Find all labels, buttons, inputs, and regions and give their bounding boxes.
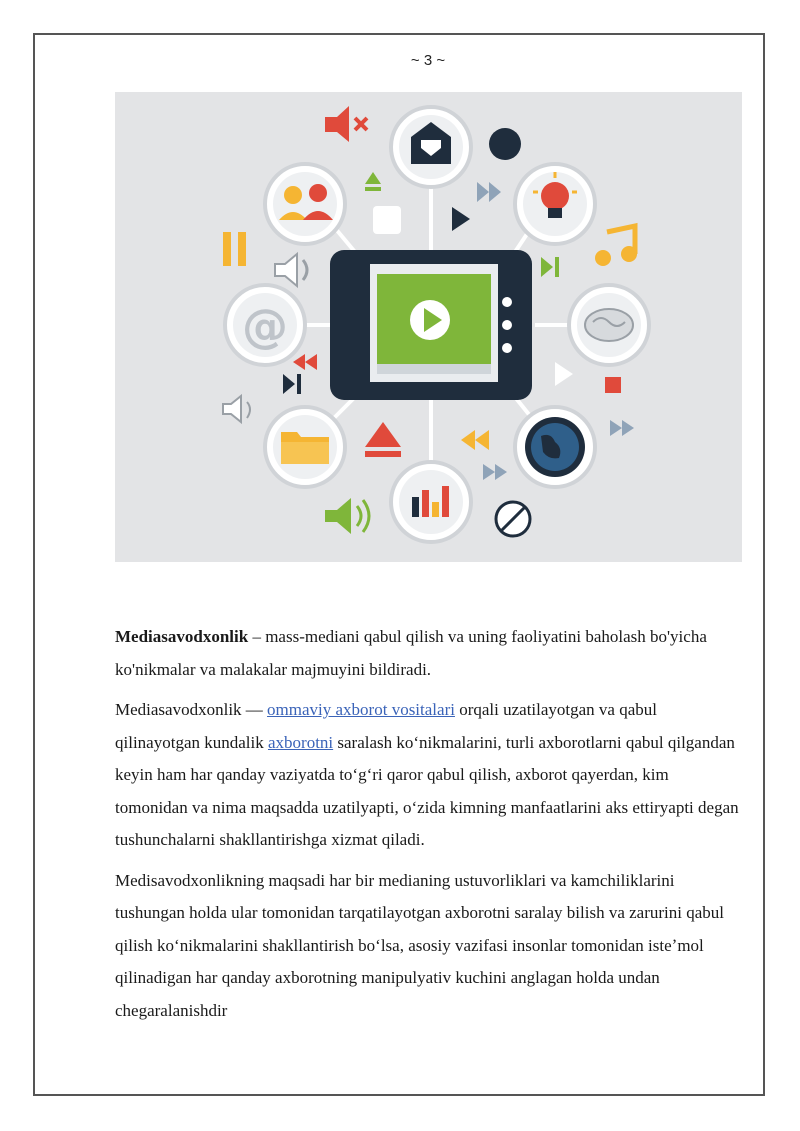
volume-low-icon [223,396,250,422]
pause-icon [223,232,246,266]
link-ommaviy-axborot-vositalari[interactable]: ommaviy axborot vositalari [267,700,455,719]
description-middle: orqali uzatilayotgan va qabul qilinayotgan kundalik [115,700,657,752]
rewind-small-icon [293,354,317,370]
description-intro: Mediasavodxonlik — [115,700,268,719]
forward-small-icon [483,464,507,480]
next-track-icon [283,374,301,394]
play-small-icon [452,207,470,231]
bar-chart-icon [391,462,471,542]
brain-icon [569,285,649,365]
description-end: saralash koʻnikmalarini, turli axborotlarni qabul qilgandan keyin ham har qanday vaziyatda toʻgʻri qaror qabul qilish, axborot qayerdan, kim tomonidan va nima maqsadda uzatilyapti, oʻzida kimning manfaatlarini aks ettiryapti degan tushunchalarni shakllantirishga xizmat qiladi. [115,732,739,849]
envelope-icon [391,107,471,187]
dot-icon [489,128,521,160]
paragraph-purpose: Medisavodxonlikning maqsadi har bir medianing ustuvorliklari va kamchiliklarini tushungan holda ular tomonidan tarqatilayotgan axborotni saralay bilish va zarurini qabul qilish koʻnikmalarini shakllantirish boʻlsa, asosiy vazifasi insonlar tomonidan isteʼmol qilinadigan har qanday axborotning manipulyativ kuchini anglagan holda undan chegaralanishdir [115,870,725,1020]
play-button-icon [410,300,450,340]
media-illustration [115,92,742,562]
definition-text: – mass-mediani qabul qilish va uning faoliyatini baholash bo'yicha ko'nikmalar va malakalar majmuyini bildiradi. [115,627,707,679]
fast-forward-icon [477,182,501,202]
svg-text:@: @ [242,299,288,353]
people-icon [265,164,345,244]
skip-icon [541,257,559,277]
record-icon [605,377,621,393]
rewind-icon [461,430,489,450]
stop-icon [373,206,401,234]
folder-icon [265,407,345,487]
speaker-icon [275,254,307,286]
globe-icon [515,407,595,487]
term-mediasavodxonlik: Mediasavodxonlik [115,627,249,646]
forward-icon [610,420,634,436]
at-sign-icon [225,285,305,365]
link-axborotni[interactable]: axborotni [267,732,334,752]
volume-high-icon [325,498,369,534]
speaker-mute-icon [325,106,367,142]
play-outline-icon [555,362,573,386]
no-sound-icon [496,502,530,536]
eject-icon [365,422,401,457]
music-note-icon [595,226,637,266]
eject-small-icon [365,172,381,191]
paragraph-definition [115,621,745,686]
paragraph-description [115,694,745,857]
page-number: ~ 3 ~ [410,52,446,69]
text-content [115,621,745,1035]
lightbulb-icon [515,164,595,244]
